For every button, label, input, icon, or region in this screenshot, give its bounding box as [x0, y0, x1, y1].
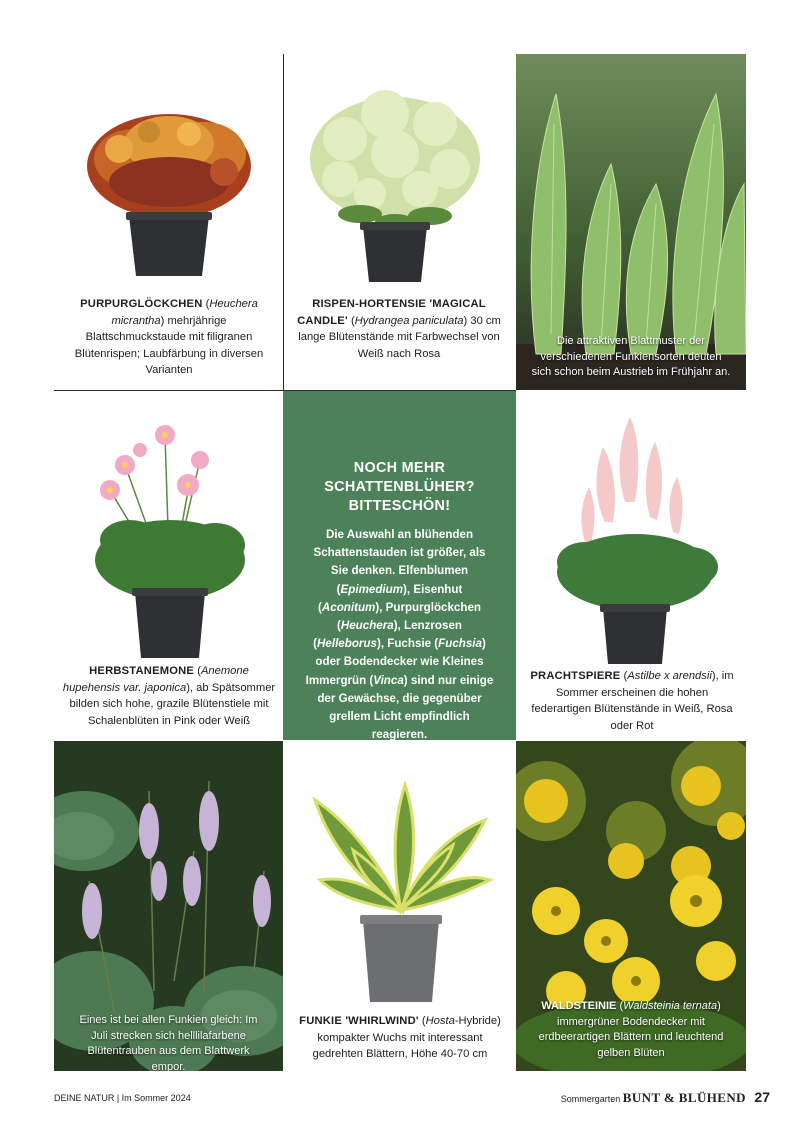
- caption-anemone-latin: Anemone hupehensis var. japonica: [62, 665, 249, 694]
- waldsteinia-photo: [516, 741, 746, 1071]
- green-box-text: ), Eisenhut (: [318, 582, 463, 614]
- caption-waldsteinia-text: immergrüner Bodendecker mit erdbeerartigen Blättern und leuchtend gelben Blüten: [538, 1015, 724, 1059]
- green-box-text: Die Auswahl an blühenden Schattenstauden ist größer, als Sie denken. Elfenblumen (: [313, 528, 486, 596]
- caption-hydrangea-text: 30 cm lange Blütenstände mit Farbwechsel von Weiß nach Rosa: [298, 314, 501, 360]
- caption-heuchera-latin: Heuchera micrantha: [111, 298, 258, 327]
- caption-hosta-flower: Eines ist bei allen Funkien gleich: Im Juli strecken sich helllilafarbene Blütentrauben aus dem Blattwerk empor.: [79, 1014, 258, 1071]
- green-box-text: ), Fuchsie (: [376, 637, 439, 651]
- caption-astilbe: PRACHTSPIERE (Astilbe x arendsii), im Sommer erscheinen die hohen federartigen Blütenstände in Weiß, Rosa oder Rot: [530, 670, 734, 732]
- caption-anemone: HERBSTANEMONE (Anemone hupehensis var. japonica), ab Spätsommer bilden sich hohe, grazile Blütenstiele mit Schalenblüten in Pink oder Weiß: [62, 665, 276, 727]
- grid-divider-vertical-top: [283, 54, 284, 390]
- caption-whirlwind-latin: Hosta: [425, 1015, 455, 1027]
- green-box-latin-name: Vinca: [373, 673, 404, 687]
- caption-hydrangea: RISPEN-HORTENSIE 'MAGICAL CANDLE' (Hydrangea paniculata) 30 cm lange Blütenstände mit Farbwechsel von Weiß nach Rosa: [297, 298, 501, 360]
- caption-heuchera-name: PURPURGLÖCKCHEN: [80, 298, 203, 310]
- green-box-latin-name: Aconitum: [321, 600, 376, 614]
- caption-astilbe-text: , im Sommer erscheinen die hohen federartigen Blütenstände in Weiß, Rosa oder Rot: [531, 670, 734, 732]
- footer-left: DEINE NATUR | Im Sommer 2024: [54, 1093, 191, 1103]
- green-box-latin-name: Epimedium: [340, 582, 404, 596]
- caption-hydrangea-latin: Hydrangea paniculata: [354, 314, 464, 327]
- page-number: 27: [754, 1089, 770, 1105]
- caption-whirlwind-name: FUNKIE 'WHIRLWIND': [299, 1015, 419, 1027]
- hydrangea-photo: [300, 84, 490, 284]
- heuchera-photo: [74, 104, 264, 284]
- green-box-body: [305, 526, 494, 744]
- caption-heuchera: [60, 296, 278, 379]
- caption-whirlwind-text: -Hybride) kompakter Wuchs mit interessant gedrehten Blättern, Höhe 40-70 cm: [312, 1015, 501, 1060]
- green-box-latin-name: Helleborus: [317, 637, 377, 651]
- caption-astilbe-name: PRACHTSPIERE: [530, 670, 621, 682]
- astilbe-photo: [545, 412, 725, 666]
- green-box-latin-name: Heuchera: [340, 619, 394, 633]
- hosta-sprout-photo: [516, 54, 746, 390]
- caption-anemone-name: HERBSTANEMONE: [89, 665, 195, 677]
- green-box-latin-name: Fuchsia: [438, 637, 482, 651]
- caption-astilbe-latin: Astilbe x arendsii: [627, 670, 712, 682]
- whirlwind-photo: [305, 780, 497, 1005]
- green-box-text: ) oder Bodendecker wie Kleines Immergrün (: [305, 637, 486, 687]
- green-box-title: NOCH MEHR SCHATTENBLÜHER? BITTESCHÖN!: [324, 460, 475, 514]
- hosta-flower-photo: [54, 741, 283, 1071]
- footer-section-label: Sommergarten: [560, 1094, 621, 1104]
- caption-hydrangea-name: RISPEN-HORTENSIE 'MAGICAL CANDLE': [297, 298, 486, 327]
- anemone-photo: [80, 420, 260, 660]
- green-info-box: [283, 391, 516, 740]
- caption-heuchera-text: mehrjährige Blattschmuckstaude mit filigranen Blütenrispen; Laubfärbung in diversen Varianten: [74, 314, 264, 376]
- caption-waldsteinia: WALDSTEINIE (Waldsteinia ternata) immergrüner Bodendecker mit erdbeerartigen Blättern und leuchtend gelben Blüten: [538, 1000, 724, 1059]
- caption-heuchera-close: ): [160, 314, 165, 327]
- caption-hosta-sprout: Die attraktiven Blattmuster der verschiedenen Funkiensorten deuten sich schon beim Austrieb im Frühjahr an.: [531, 335, 731, 378]
- green-box-text: ), Purpurglöckchen (: [336, 600, 481, 633]
- caption-whirlwind: FUNKIE 'WHIRLWIND' (Hosta-Hybride) kompakter Wuchs mit interessant gedrehten Blättern, Höhe 40-70 cm: [299, 1015, 501, 1060]
- caption-anemone-text: , ab Spätsommer bilden sich hohe, grazile Blütenstiele mit Schalenblüten in Pink oder Weiß: [69, 681, 276, 727]
- caption-waldsteinia-name: WALDSTEINIE: [541, 1000, 617, 1012]
- footer-right: [561, 1089, 770, 1106]
- green-box-text: ), Lenzrosen (: [313, 619, 462, 651]
- caption-waldsteinia-latin: Waldsteinia ternata: [623, 1000, 718, 1012]
- green-box-text: ) sind nur einige der Gewächse, die gegenüber grellem Licht empfindlich reagieren.: [317, 673, 494, 742]
- caption-heuchera-open: (: [202, 298, 210, 310]
- footer-brand: BUNT & BLÜHEND: [622, 1090, 746, 1105]
